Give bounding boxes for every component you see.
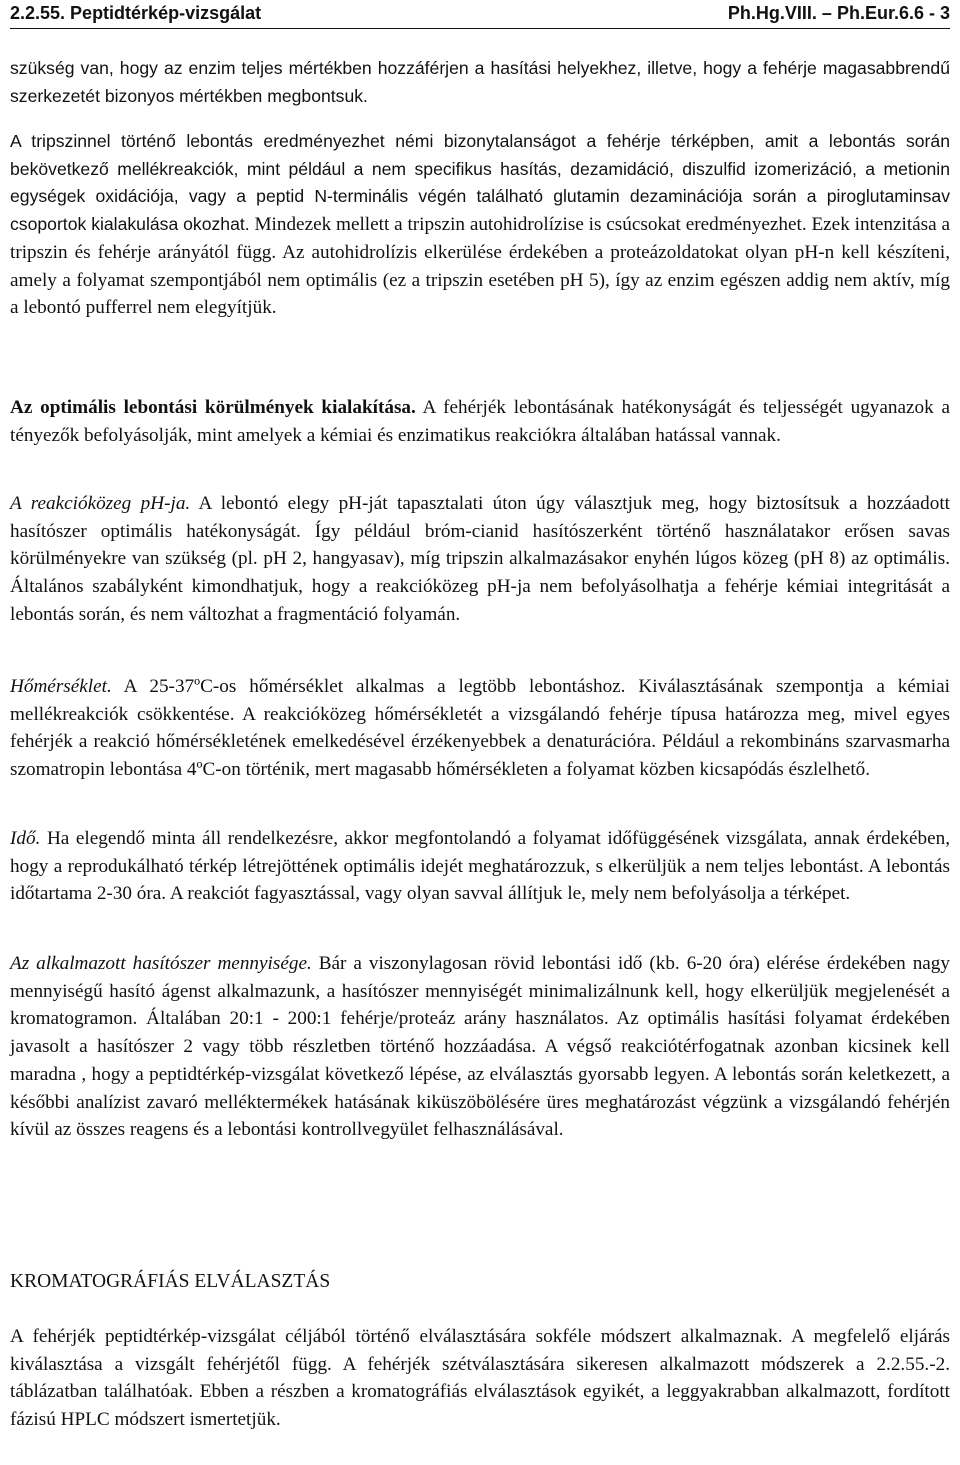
paragraph-trypsin-text: A tripszinnel történő lebontás eredményezhet némi bizonytalanságot a fehérje térképben, amit a lebontás során bekövetkező mellékreakciók, mint például a nem specifikus hasítás, dezamidáció, diszulfid izomerizáció, a metionin egységek oxidációja, vagy a peptid N-terminális végén található glutamin dezaminációja során a piroglutaminsav csoportok kialakulása okozhat.: [10, 131, 950, 235]
paragraph-enzyme-amount-text: Bár a viszonylagosan rövid lebontási idő (kb. 6-20 óra) elérése érdekében nagy mennyiségű hasító ágenst alkalmazunk, a hasítószer mennyiségét minimalizálnunk kell, hogy elkerüljük megjelenését a kromatogramon. Általában 20:1 - 200:1 fehérje/proteáz arány használatos. Az optimális hasítási folyamat érdekében javasolt a hasítószer 2 vagy több részletben történő hozzáadása. A végső reakciótérfogatnak azonban kicsinek kell maradna , hogy a peptidtérkép-vizsgálat következő lépése, az elválasztás gyorsabb legyen. A lebontás során keletkezett, a későbbi analízist zavaró melléktermékek hatásának kiküszöbölésére üres meghatározást végzünk a vizsgálandó fehérjén kívül az összes reagens és a lebontási kontrollvegyület felhasználásával.: [10, 953, 950, 1141]
paragraph-optimal-conditions-heading: Az optimális lebontási körülmények kialakítása.: [10, 397, 416, 418]
header-rule: [10, 28, 950, 29]
paragraph-temperature-heading: Hőmérséklet.: [10, 676, 112, 697]
section-title: KROMATOGRÁFIÁS ELVÁLASZTÁS: [10, 1271, 331, 1292]
paragraph-ph: [10, 490, 950, 629]
page-header: [10, 0, 950, 26]
paragraph-time-text: Ha elegendő minta áll rendelkezésre, akkor megfontolandó a folyamat időfüggésének vizsgálata, annak érdekében, hogy a reprodukálható térkép létrejöttének optimális idejét meghatározzuk, s elkerüljük a nem teljes lebontást. A lebontás időtartama 2-30 óra. A reakciót fagyasztással, vagy olyan savval állítjuk le, mely nem befolyásolja a térképet.: [10, 828, 950, 905]
paragraph-optimal-conditions-text: A fehérjék lebontásának hatékonyságát és teljességét ugyanazok a tényezők befolyásolják, mint amelyek a kémiai és enzimatikus reakciókra általában hatással vannak.: [10, 397, 950, 446]
header-reference: Ph.Hg.VIII. – Ph.Eur.6.6 - 3: [727, 3, 950, 23]
paragraph-optimal-conditions: [10, 394, 950, 449]
paragraph-time: [10, 825, 950, 908]
paragraph-ph-heading: A reakcióközeg pH-ja.: [10, 493, 191, 514]
paragraph-trypsin: [10, 128, 950, 322]
paragraph-autohydrolysis-text: Mindezek mellett a tripszin autohidrolízise is csúcsokat eredményezhet. Ezek intenzitása a tripszin és fehérje arányától függ. Az autohidrolízis elkerülése érdekében a proteázoldatokat olyan pH-n kell készíteni, amely a folyamat szempontjából nem optimális (ez a tripszin esetében pH 5), így az enzim egészen addig nem aktív, míg a lebontó pufferrel nem elegyítjük.: [10, 214, 950, 319]
paragraph-temperature-text: A 25-37ºC-os hőmérséklet alkalmas a legtöbb lebontáshoz. Kiválasztásának szempontja a kémiai mellékreakciók csökkentése. A reakcióközeg hőmérsékletét a vizsgálandó fehérje típusa határozza meg, mivel egyes fehérjék a reakció hőmérsékletének emelkedésével érzékenyebbek a denaturációra. Például a rekombináns szarvasmarha szomatropin lebontása 4ºC-on történik, mert magasabb hőmérsékleten a folyamat közben kicsapódás észlelhető.: [10, 676, 950, 781]
paragraph-temperature: [10, 673, 950, 784]
paragraph-intro-continued: szükség van, hogy az enzim teljes mértékben hozzáférjen a hasítási helyekhez, illetve, hogy a fehérje magasabbrendű szerkezetét bizonyos mértékben megbontsuk.: [10, 58, 950, 106]
paragraph-enzyme-amount: [10, 950, 950, 1144]
paragraph-enzyme-amount-heading: Az alkalmazott hasítószer mennyisége.: [10, 953, 312, 974]
header-title: 2.2.55. Peptidtérkép-vizsgálat: [10, 3, 262, 23]
paragraph-ph-text: A lebontó elegy pH-ját tapasztalati úton úgy választjuk meg, hogy biztosítsuk a hozzáadott hasítószer optimális hatékonyságát. Így például bróm-cianid hasítószerként történő használatakor erősen savas körülményekre van szükség (pl. pH 2, hangyasav), míg tripszin alkalmazásakor enyhén lúgos közeg (pH 8) az optimális. Általános szabályként kimondhatjuk, hogy a reakcióközeg pH-ja nem befolyásolhatja a fehérje kémiai integritását a lebontás során, és nem változhat a fragmentáció folyamán.: [10, 493, 950, 625]
paragraph-time-heading: Idő.: [10, 828, 41, 849]
paragraph-chromatography: A fehérjék peptidtérkép-vizsgálat céljából történő elválasztására sokféle módszert alkalmaznak. A megfelelő eljárás kiválasztása a vizsgált fehérjétől függ. A fehérjék szétválasztására sikeresen alkalmazott módszerek a 2.2.55.-2. táblázatban találhatóak. Ebben a részben a kromatográfiás elválasztások egyikét, a leggyakrabban alkalmazott, fordított fázisú HPLC módszert ismertetjük.: [10, 1326, 950, 1431]
